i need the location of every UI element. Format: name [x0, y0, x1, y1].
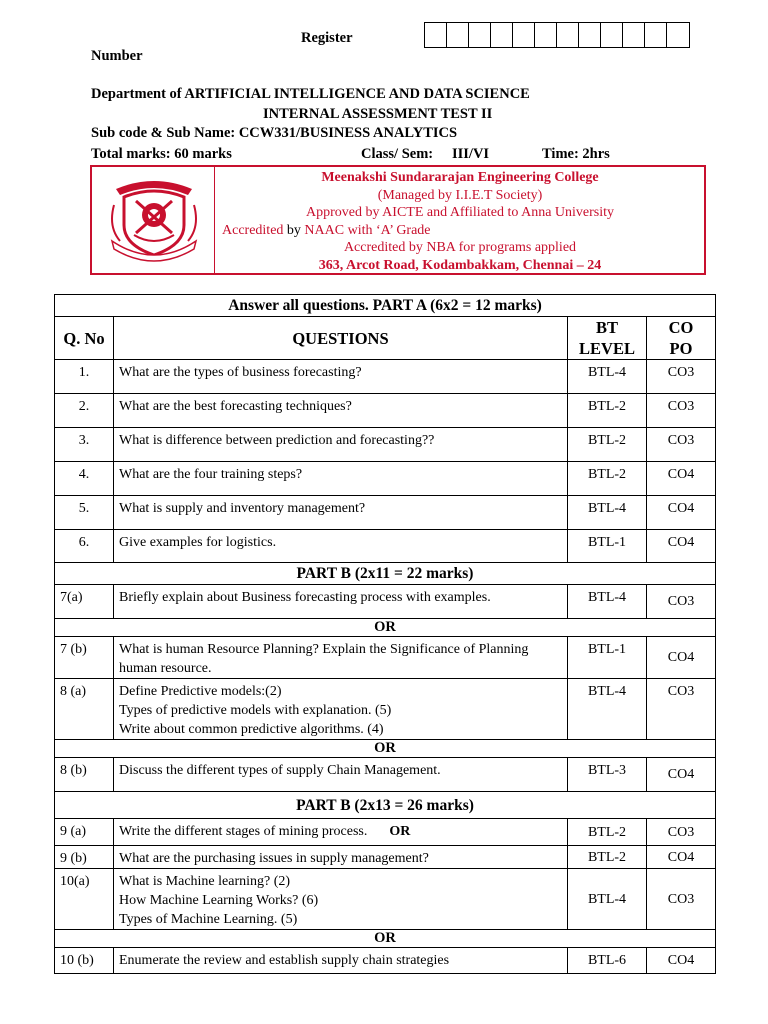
bt-level: BTL-6 [568, 948, 647, 974]
part-c-title: PART B (2x13 = 26 marks) [55, 792, 716, 819]
question-number: 3. [55, 428, 114, 462]
register-digit-box[interactable] [469, 23, 491, 47]
class-sem-label: Class/ Sem: [361, 146, 434, 162]
bt-level: BTL-2 [568, 846, 647, 869]
question-text: What are the four training steps? [114, 462, 568, 496]
table-row [55, 637, 716, 679]
or-separator: OR [55, 930, 716, 948]
register-digit-box[interactable] [601, 23, 623, 47]
table-row [55, 679, 716, 740]
college-managed-by: (Managed by I.I.E.T Society) [377, 187, 543, 203]
college-banner [90, 165, 706, 275]
number-label: Number [91, 48, 143, 64]
question-text: What are the purchasing issues in supply management? [114, 846, 568, 869]
co-po: CO3 [647, 679, 716, 740]
question-text: What is Machine learning? (2) How Machine Learning Works? (6) Types of Machine Learning. (5) [114, 869, 568, 930]
question-text: Write the different stages of mining process. OR [114, 819, 568, 846]
bt-level: BTL-4 [568, 869, 647, 930]
bt-level: BTL-1 [568, 637, 647, 679]
bt-level: BTL-2 [568, 394, 647, 428]
co-po: CO4 [647, 462, 716, 496]
question-text: Enumerate the review and establish supply chain strategies [114, 948, 568, 974]
question-text: Discuss the different types of supply Chain Management. [114, 758, 568, 792]
question-number: 5. [55, 496, 114, 530]
register-digit-box[interactable] [579, 23, 601, 47]
or-separator: OR [55, 740, 716, 758]
table-row [55, 360, 716, 394]
question-number: 8 (a) [55, 679, 114, 740]
co-po: CO3 [647, 819, 716, 846]
register-digit-box[interactable] [425, 23, 447, 47]
test-title: INTERNAL ASSESSMENT TEST II [263, 106, 493, 122]
bt-level: BTL-1 [568, 530, 647, 563]
register-digit-box[interactable] [491, 23, 513, 47]
college-name: Meenakshi Sundararajan Engineering College [321, 170, 599, 185]
table-row [55, 394, 716, 428]
register-digit-box[interactable] [557, 23, 579, 47]
question-text: What is difference between prediction and forecasting?? [114, 428, 568, 462]
part-a-title-row [55, 295, 716, 317]
co-po: CO3 [647, 585, 716, 619]
table-row [55, 846, 716, 869]
questions-header: QUESTIONS [114, 317, 568, 360]
or-row [55, 930, 716, 948]
college-nba: Accredited by NBA for programs applied [343, 240, 577, 256]
or-row [55, 619, 716, 637]
register-number-boxes[interactable] [424, 22, 690, 48]
table-row [55, 585, 716, 619]
table-row [55, 428, 716, 462]
question-number: 7(a) [55, 585, 114, 619]
question-number: 9 (b) [55, 846, 114, 869]
bt-level: BTL-2 [568, 462, 647, 496]
table-row [55, 496, 716, 530]
total-marks: Total marks: 60 marks [91, 146, 232, 162]
table-row [55, 948, 716, 974]
question-number: 8 (b) [55, 758, 114, 792]
question-text: Define Predictive models:(2) Types of predictive models with explanation. (5) Write about common predictive algorithms. (4) [114, 679, 568, 740]
bt-level: BTL-3 [568, 758, 647, 792]
co-po: CO4 [647, 948, 716, 974]
register-digit-box[interactable] [535, 23, 557, 47]
bt-level: BTL-2 [568, 428, 647, 462]
co-po: CO4 [647, 496, 716, 530]
question-text: What are the types of business forecasting? [114, 360, 568, 394]
co-po-header: CO PO [647, 317, 716, 360]
co-po: CO4 [647, 637, 716, 679]
college-naac: Accredited by NAAC with ‘A’ Grade [222, 222, 431, 238]
question-number: 7 (b) [55, 637, 114, 679]
co-po: CO3 [647, 360, 716, 394]
or-separator: OR [55, 619, 716, 637]
bt-level: BTL-4 [568, 585, 647, 619]
question-text: What is supply and inventory management? [114, 496, 568, 530]
question-number: 6. [55, 530, 114, 563]
co-po: CO4 [647, 530, 716, 563]
question-text: Give examples for logistics. [114, 530, 568, 563]
subject-line: Sub code & Sub Name: CCW331/BUSINESS ANALYTICS [91, 125, 458, 141]
college-approval: Approved by AICTE and Affiliated to Anna University [305, 205, 615, 221]
question-number: 4. [55, 462, 114, 496]
part-a-title: Answer all questions. PART A (6x2 = 12 marks) [55, 295, 716, 317]
table-row [55, 869, 716, 930]
question-number: 1. [55, 360, 114, 394]
register-label: Register [301, 30, 353, 46]
department-title: Department of ARTIFICIAL INTELLIGENCE AND DATA SCIENCE [91, 86, 530, 102]
bt-level: BTL-4 [568, 360, 647, 394]
bt-level: BTL-4 [568, 679, 647, 740]
table-row [55, 758, 716, 792]
register-digit-box[interactable] [623, 23, 645, 47]
part-b-title-row [55, 563, 716, 585]
question-text: What are the best forecasting techniques? [114, 394, 568, 428]
question-text: Briefly explain about Business forecasting process with examples. [114, 585, 568, 619]
college-address: 363, Arcot Road, Kodambakkam, Chennai – 24 [318, 257, 602, 273]
part-b-title: PART B (2x11 = 22 marks) [55, 563, 716, 585]
question-number: 10 (b) [55, 948, 114, 974]
bt-level: BTL-2 [568, 819, 647, 846]
question-table [54, 294, 716, 974]
question-number: 2. [55, 394, 114, 428]
co-po: CO3 [647, 394, 716, 428]
register-digit-box[interactable] [513, 23, 535, 47]
register-digit-box[interactable] [645, 23, 667, 47]
column-header-row [55, 317, 716, 360]
question-number: 10(a) [55, 869, 114, 930]
or-row [55, 740, 716, 758]
question-text: What is human Resource Planning? Explain the Significance of Planning human resource. [114, 637, 568, 679]
co-po: CO3 [647, 428, 716, 462]
table-row [55, 462, 716, 496]
co-po: CO4 [647, 846, 716, 869]
question-number: 9 (a) [55, 819, 114, 846]
qno-header: Q. No [55, 317, 114, 360]
time-duration: Time: 2hrs [542, 146, 610, 162]
register-digit-box[interactable] [667, 23, 689, 47]
college-crest-logo [106, 175, 202, 267]
table-row [55, 530, 716, 563]
bt-level: BTL-4 [568, 496, 647, 530]
class-sem-value: III/VI [452, 146, 490, 162]
co-po: CO3 [647, 869, 716, 930]
table-row [55, 819, 716, 846]
co-po: CO4 [647, 758, 716, 792]
register-digit-box[interactable] [447, 23, 469, 47]
bt-level-header: BT LEVEL [568, 317, 647, 360]
part-c-title-row [55, 792, 716, 819]
